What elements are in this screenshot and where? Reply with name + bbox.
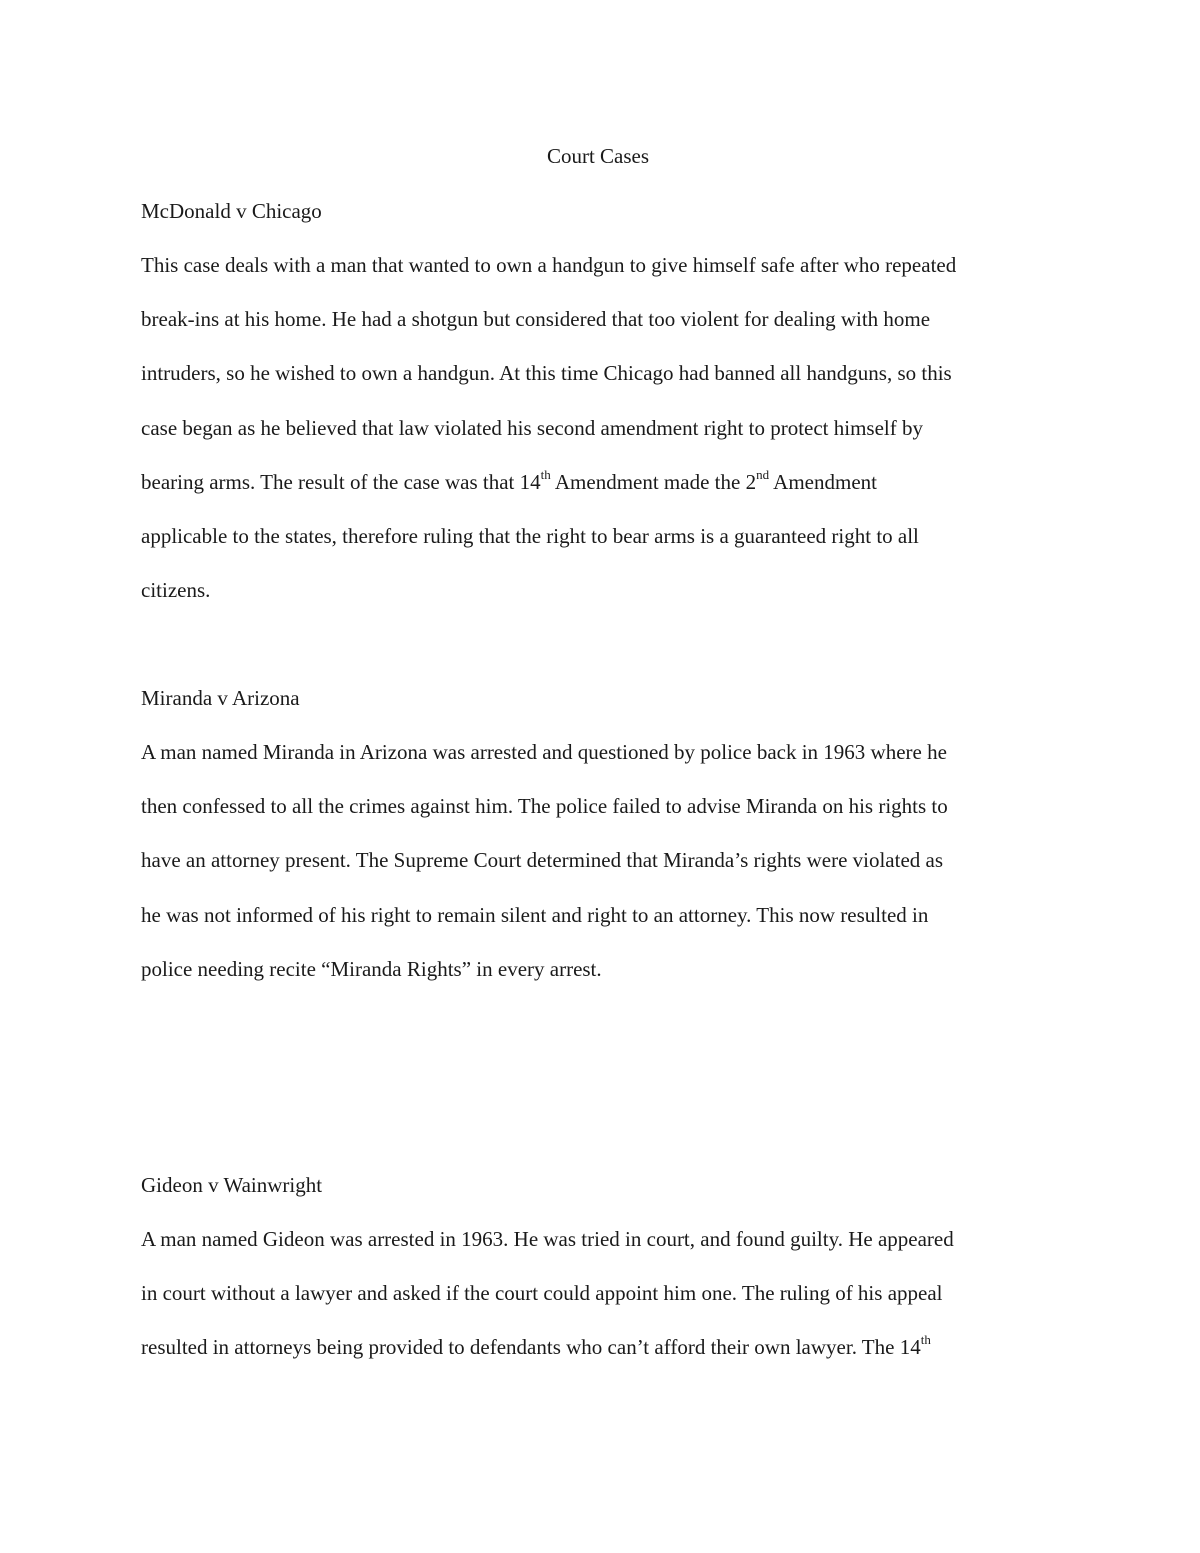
- body-line: [141, 238, 1071, 292]
- body-line: [141, 346, 1071, 400]
- case-body: [141, 1212, 1071, 1375]
- line-text: applicable to the states, therefore ruling that the right to bear arms is a guaranteed right to all: [141, 523, 919, 548]
- line-text: citizens.: [141, 578, 211, 603]
- case-body: [141, 725, 1071, 996]
- document-title: Court Cases: [546, 144, 650, 168]
- ordinal-superscript: th: [540, 466, 551, 482]
- line-text: case began as he believed that law violated his second amendment right to protect himself by: [141, 415, 924, 440]
- line-text: intruders, so he wished to own a handgun. At this time Chicago had banned all handguns, so this: [141, 361, 952, 386]
- body-line: [141, 509, 1071, 563]
- line-text: resulted in attorneys being provided to defendants who can’t afford their own lawyer. The 14: [141, 1335, 921, 1360]
- body-line: [141, 1320, 1071, 1374]
- line-text: This case deals with a man that wanted to own a handgun to give himself safe after who repeated: [141, 253, 957, 277]
- line-text: bearing arms. The result of the case was that 14: [141, 469, 541, 494]
- body-line: [141, 292, 1071, 346]
- line-text: Amendment made the 2: [550, 469, 757, 494]
- ordinal-superscript: th: [920, 1332, 931, 1348]
- line-text: then confessed to all the crimes against him. The police failed to advise Miranda on his rights to: [141, 794, 948, 819]
- line-text: in court without a lawyer and asked if the court could appoint him one. The ruling of his appeal: [141, 1281, 943, 1306]
- line-text: have an attorney present. The Supreme Court determined that Miranda’s rights were violated as: [141, 848, 944, 873]
- case-section-gideon: [141, 1170, 1071, 1375]
- body-line: [141, 455, 1071, 509]
- line-text: police needing recite “Miranda Rights” in every arrest.: [141, 956, 602, 981]
- body-line: [141, 1212, 1071, 1266]
- case-section-mcdonald: [141, 196, 1071, 617]
- line-text: Amendment: [769, 469, 877, 494]
- body-line: [141, 888, 1071, 942]
- body-line: [141, 401, 1071, 455]
- case-heading: Miranda v Arizona: [141, 686, 300, 710]
- body-line: [141, 833, 1071, 887]
- case-heading: Gideon v Wainwright: [141, 1173, 323, 1197]
- body-line: [141, 725, 1071, 779]
- line-text: A man named Miranda in Arizona was arrested and questioned by police back in 1963 where he: [141, 740, 947, 764]
- case-section-miranda: [141, 683, 1071, 996]
- body-line: [141, 1266, 1071, 1320]
- case-heading: McDonald v Chicago: [141, 199, 322, 223]
- line-text: break-ins at his home. He had a shotgun but considered that too violent for dealing with home: [141, 307, 931, 332]
- body-line: [141, 779, 1071, 833]
- body-line: [141, 942, 1071, 996]
- body-line: [141, 563, 1071, 617]
- line-text: he was not informed of his right to remain silent and right to an attorney. This now resulted in: [141, 902, 929, 927]
- line-text: A man named Gideon was arrested in 1963. He was tried in court, and found guilty. He appeared: [141, 1227, 954, 1251]
- ordinal-superscript: nd: [756, 466, 770, 482]
- case-body: [141, 238, 1071, 617]
